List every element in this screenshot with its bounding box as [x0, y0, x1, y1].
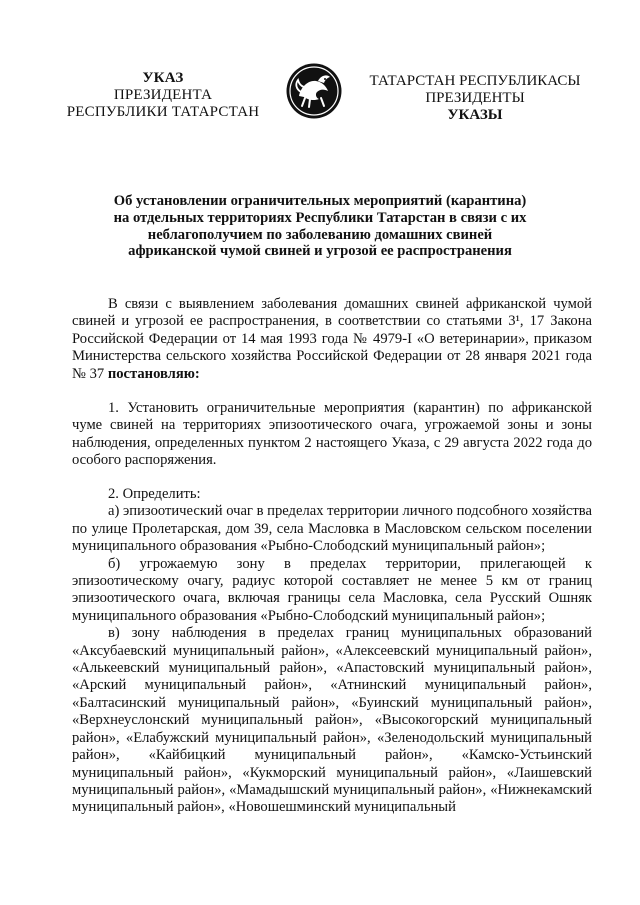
title-line-3: неблагополучием по заболеванию домашних свиней [147, 226, 493, 243]
item-2-a: а) эпизоотический очаг в пределах территории личного подсобного хозяйства по улице Пролетарская, дом 39, села Масловка в Масловском сельском поселении муниципального образования «Рыбно-Слободский муниципальный район»; [72, 503, 592, 555]
header-left [58, 70, 268, 121]
preamble [72, 296, 592, 383]
item-2-c: в) зону наблюдения в пределах границ муниципальных образований «Аксубаевский муниципальный район», «Алексеевский муниципальный район», «Алькеевский муниципальный район», «Апастовский муниципальный район», «Арский муниципальный район», «Атнинский муниципальный район», «Балтасинский муниципальный район», «Буинский муниципальный район», «Верхнеуслонский муниципальный район», «Высокогорский муниципальный район», «Елабужский муниципальный район», «Зеленодольский муниципальный район», «Кайбицкий муниципальный район», «Камско-Устьинский муниципальный район», «Кукморский муниципальный район», «Лаишевский муниципальный район», «Мамадышский муниципальный район», «Нижнекамский муниципальный район», «Новошешминский муниципальный [72, 625, 592, 816]
title-line-1: Об установлении ограничительных мероприятий (карантина) [113, 193, 527, 209]
header-right-line-1: ТАТАРСТАН РЕСПУБЛИКАСЫ [369, 73, 581, 89]
item-2-b: б) угрожаемую зону в пределах территории, прилегающей к эпизоотическому очагу, радиус которой составляет не менее 5 км от границ эпизоотического очага, включая границы села Масловка, села Русский Ошняк муниципального образования «Рыбно-Слободский муниципальный район»; [72, 555, 592, 624]
header-right-line-3: УКАЗЫ [447, 107, 503, 123]
title-line-2: на отдельных территориях Республики Татарстан в связи с их [113, 209, 527, 226]
document-title [70, 193, 570, 260]
coat-of-arms-icon [285, 62, 343, 120]
header-right-line-2: ПРЕЗИДЕНТЫ [425, 90, 525, 106]
header-left-line-2: ПРЕЗИДЕНТА [113, 87, 213, 103]
item-1-text: 1. Установить ограничительные мероприятия (карантин) по африканской чуме свиней на территориях эпизоотического очага, угрожаемой зоны и зоны наблюдения, определенных пунктом 2 настоящего Указа, с 29 августа 2022 года до особого распоряжения. [72, 400, 592, 469]
title-line-4: африканской чумой свиней и угрозой ее распространения [128, 243, 512, 260]
preamble-text: В связи с выявлением заболевания домашних свиней африканской чумой свиней и угрозой ее распространения, в соответствии со статьями 3¹, 17 Закона Российской Федерации от 14 мая 1993 года № 4979-I «О ветеринарии», приказом Министерства сельского хозяйства Российской Федерации от 28 января 2021 года № 37 [72, 296, 592, 382]
item-2-heading: 2. Определить: [108, 486, 201, 502]
item-1 [72, 400, 592, 470]
header-right [360, 73, 590, 124]
resolve-word: постановляю: [107, 365, 200, 382]
item-2 [72, 486, 592, 817]
header-left-line-1: УКАЗ [142, 70, 184, 86]
header-left-line-3: РЕСПУБЛИКИ ТАТАРСТАН [66, 104, 260, 120]
